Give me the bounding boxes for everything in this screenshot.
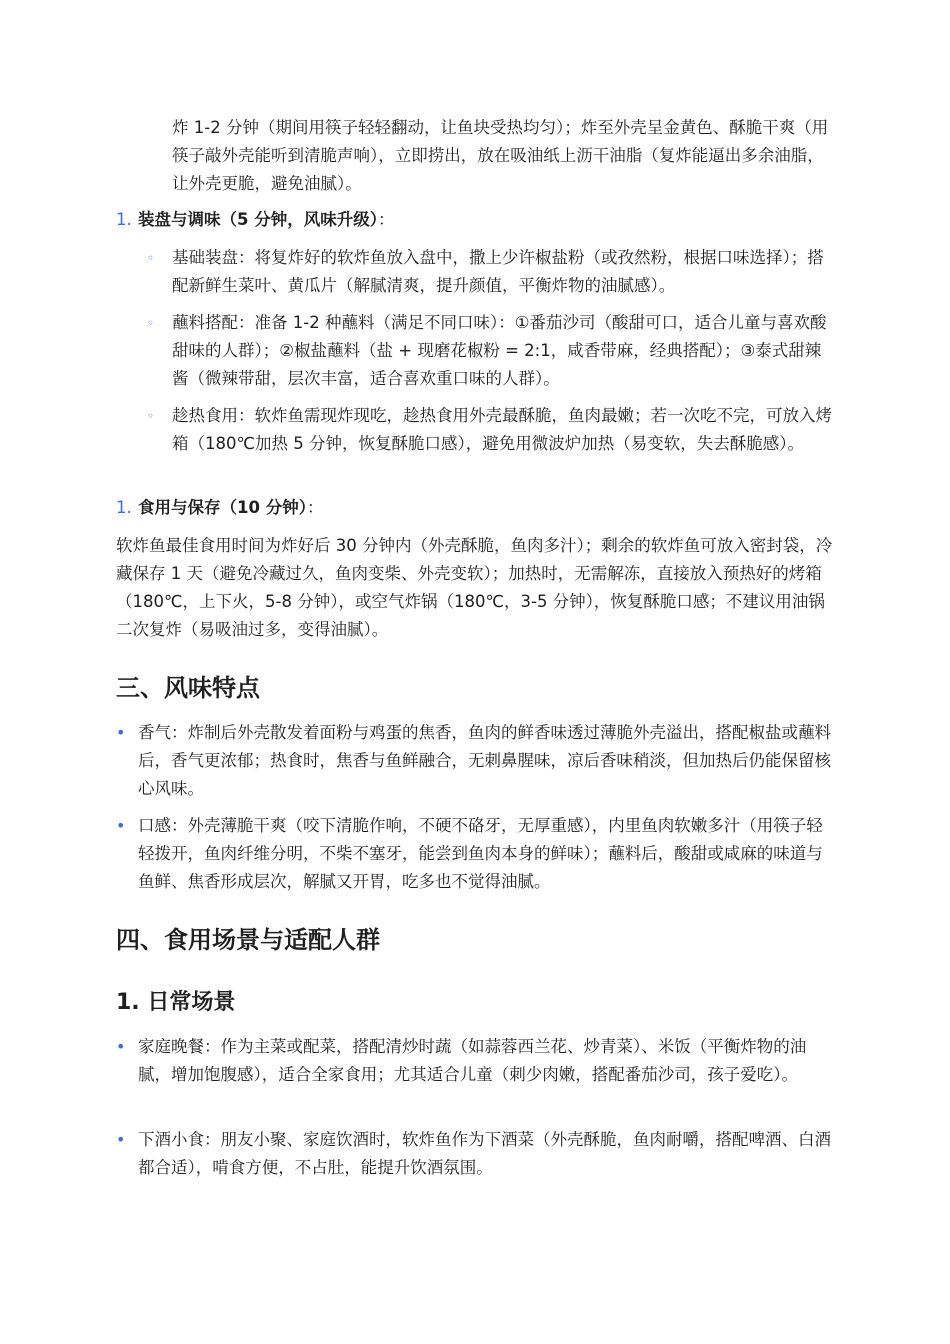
sub-bullet-icon: ◦ bbox=[147, 316, 155, 330]
bullet-icon: • bbox=[116, 1130, 126, 1149]
flavor-item-aroma: 香气：炸制后外壳散发着面粉与鸡蛋的焦香，鱼肉的鲜香味透过薄脆外壳溢出，搭配椒盐或蘸料后，香气更浓郁；热食时，焦香与鱼鲜融合，无刺鼻腥味，凉后香味稍淡，但加热后仍能保留核心风味。 bbox=[138, 723, 831, 798]
step-storage-heading bbox=[138, 494, 323, 522]
plating-item-basic: 基础装盘：将复炸好的软炸鱼放入盘中，撒上少许椒盐粉（或孜然粉，根据口味选择）；搭配新鲜生菜叶、黄瓜片（解腻清爽，提升颜值，平衡炸物的油腻感）。 bbox=[172, 248, 824, 295]
step-plating-heading bbox=[138, 206, 394, 234]
sub-bullet-icon: ◦ bbox=[147, 251, 155, 265]
scene-item-drinking-snack: 下酒小食：朋友小聚、家庭饮酒时，软炸鱼作为下酒菜（外壳酥脆，鱼肉耐嚼，搭配啤酒、白酒都合适），啃食方便，不占肚，能提升饮酒氛围。 bbox=[138, 1130, 831, 1177]
step-plating-title: 装盘与调味（5 分钟，风味升级） bbox=[138, 210, 378, 229]
plating-item-sauce: 蘸料搭配：准备 1-2 种蘸料（满足不同口味）：①番茄沙司（酸甜可口，适合儿童与喜欢酸甜味的人群）；②椒盐蘸料（盐 + 现磨花椒粉 = 2:1，咸香带麻，经典搭配）；③泰式甜辣酱（微辣带甜，层次丰富，适合喜欢重口味的人群）。 bbox=[172, 313, 827, 388]
plating-item-serve-hot: 趁热食用：软炸鱼需现炸现吃，趁热食用外壳最酥脆，鱼肉最嫩；若一次吃不完，可放入烤箱（180℃加热 5 分钟，恢复酥脆口感），避免用微波炉加热（易变软，失去酥脆感）。 bbox=[172, 406, 832, 453]
continuation-paragraph: 炸 1-2 分钟（期间用筷子轻轻翻动，让鱼块受热均匀）；炸至外壳呈金黄色、酥脆干爽（用筷子敲外壳能听到清脆声响），立即捞出，放在吸油纸上沥干油脂（复炸能逼出多余油脂，让外壳更脆，避免油腻）。 bbox=[172, 118, 829, 193]
step-plating-suffix: ： bbox=[377, 210, 395, 229]
bullet-icon: • bbox=[116, 1037, 126, 1056]
subsection-daily-heading: 1. 日常场景 bbox=[116, 990, 236, 1015]
section-scenes-heading: 四、食用场景与适配人群 bbox=[116, 926, 380, 954]
bullet-icon: • bbox=[116, 816, 126, 835]
sub-bullet-icon: ◦ bbox=[147, 409, 155, 423]
section-flavor-heading: 三、风味特点 bbox=[116, 674, 260, 702]
bullet-icon: • bbox=[116, 723, 126, 742]
step-storage-marker: 1. bbox=[116, 498, 132, 517]
storage-paragraph: 软炸鱼最佳食用时间为炸好后 30 分钟内（外壳酥脆，鱼肉多汁）；剩余的软炸鱼可放入密封袋，冷藏保存 1 天（避免冷藏过久，鱼肉变柴、外壳变软）；加热时，无需解冻，直接放入预热好的烤箱（180℃，上下火，5-8 分钟），或空气炸锅（180℃，3-5 分钟），恢复酥脆口感；不建议用油锅二次复炸（易吸油过多，变得油腻）。 bbox=[116, 536, 833, 639]
scene-item-family-dinner: 家庭晚餐：作为主菜或配菜，搭配清炒时蔬（如蒜蓉西兰花、炒青菜）、米饭（平衡炸物的油腻，增加饱腹感），适合全家食用；尤其适合儿童（刺少肉嫩，搭配番茄沙司，孩子爱吃）。 bbox=[138, 1037, 807, 1084]
flavor-item-texture: 口感：外壳薄脆干爽（咬下清脆作响，不硬不硌牙，无厚重感），内里鱼肉软嫩多汁（用筷子轻轻拨开，鱼肉纤维分明，不柴不塞牙，能尝到鱼肉本身的鲜味）；蘸料后，酸甜或咸麻的味道与鱼鲜、焦香形成层次，解腻又开胃，吃多也不觉得油腻。 bbox=[138, 816, 823, 891]
step-storage-title: 食用与保存（10 分钟） bbox=[138, 498, 307, 517]
step-plating-marker: 1. bbox=[116, 210, 132, 229]
step-storage-suffix: ： bbox=[306, 498, 324, 517]
